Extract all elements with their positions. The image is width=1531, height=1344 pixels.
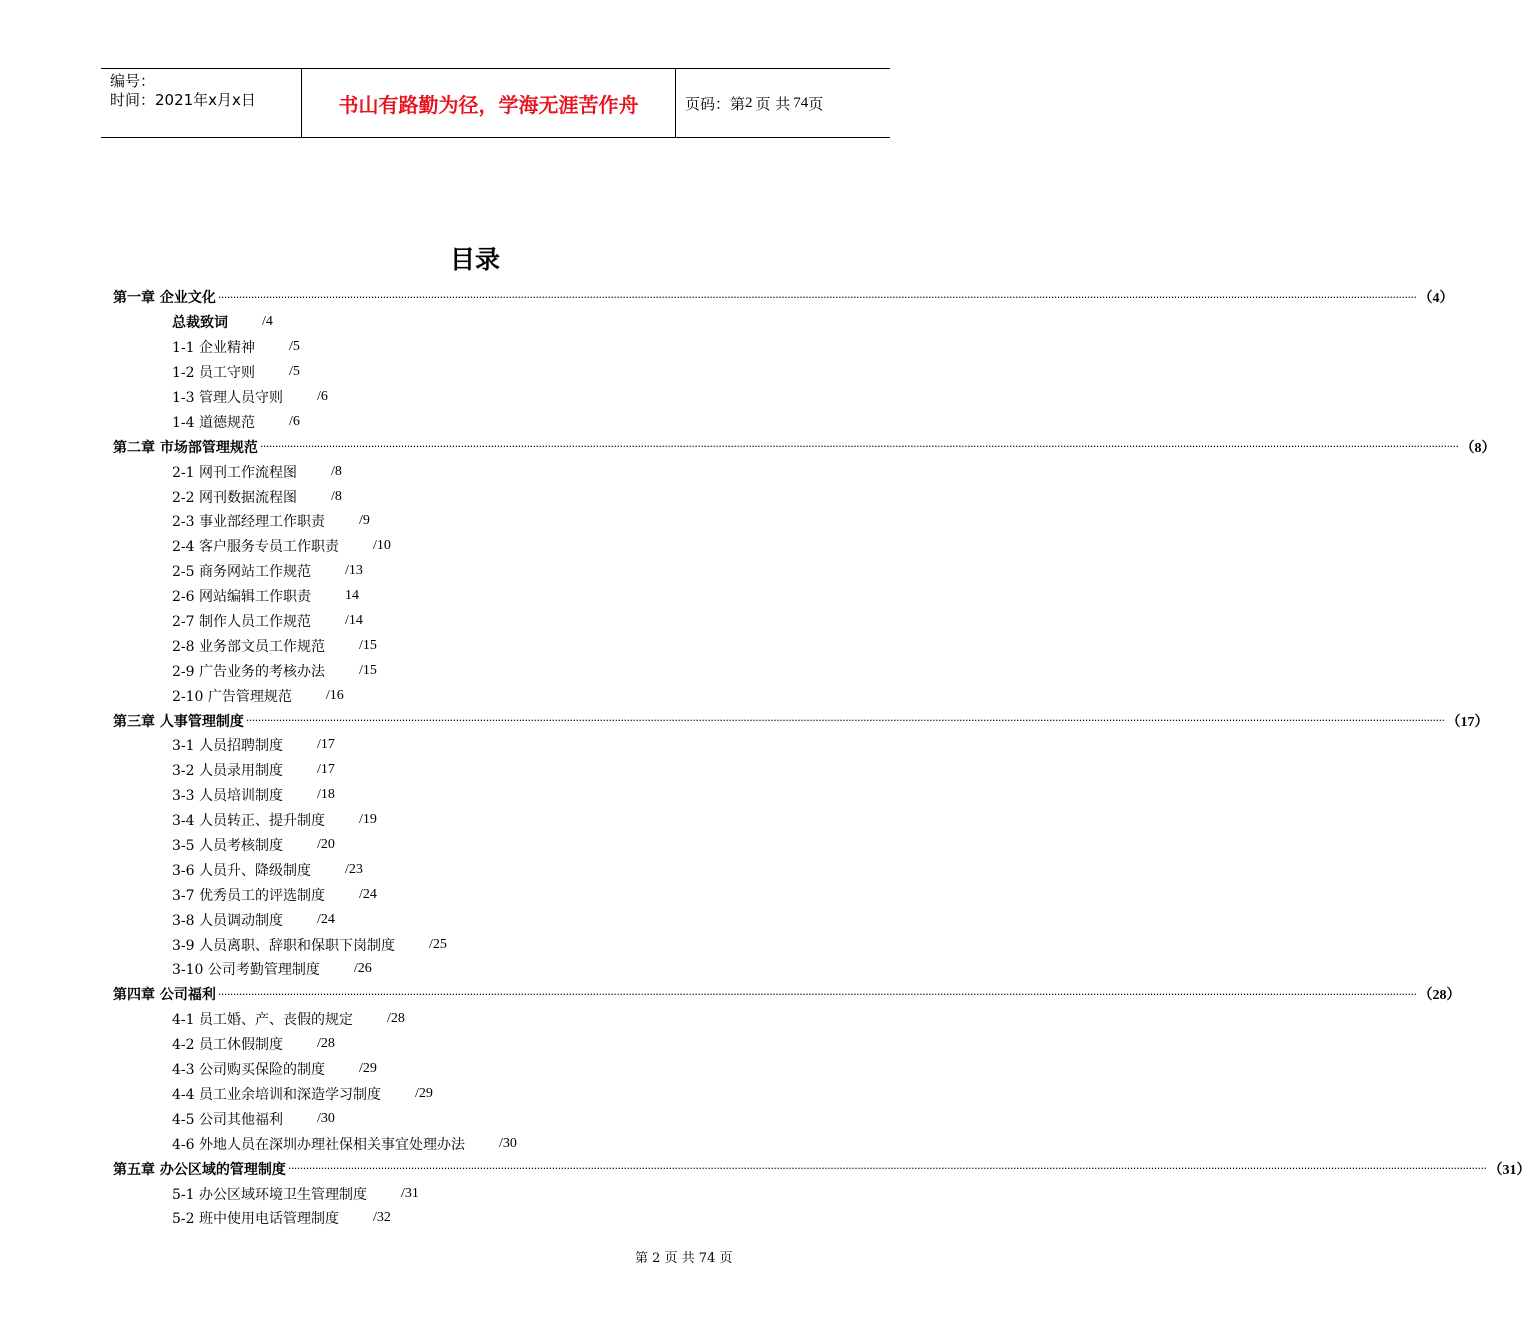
toc-entry-page: /25 xyxy=(429,936,447,952)
toc-entry-page: /20 xyxy=(317,837,335,853)
toc-dot-leader: ················································································································································································································································································································································································································ xyxy=(217,987,1417,1001)
toc-entry[interactable] xyxy=(113,335,863,360)
toc-chapter-page: （17） xyxy=(1446,714,1489,730)
toc-entry[interactable] xyxy=(113,733,863,758)
toc-entry[interactable] xyxy=(113,1181,863,1206)
toc-entry-page: /8 xyxy=(331,488,342,504)
toc-entry-page: /24 xyxy=(317,911,335,927)
toc-dot-leader: ················································································································································································································································································································································································································ xyxy=(259,440,1459,454)
toc-entry-label: 2-3 事业部经理工作职责 xyxy=(172,514,325,531)
toc-entry-label: 3-3 人员培训制度 xyxy=(172,788,283,805)
toc-entry-label: 1-2 员工守则 xyxy=(172,365,255,382)
time-label: 时间：2021年x月x日 xyxy=(110,91,256,109)
toc-chapter-label: 第二章 市场部管理规范 xyxy=(113,439,258,456)
header-motto: 书山有路勤为径，学海无涯苦作舟 xyxy=(302,69,676,137)
toc-entry-page: /8 xyxy=(331,463,342,479)
toc-entry-label: 5-2 班中使用电话管理制度 xyxy=(172,1211,339,1228)
toc-entry-page: /9 xyxy=(359,513,370,529)
page-header xyxy=(101,68,890,138)
toc-entry-page: /28 xyxy=(387,1011,405,1027)
page-current: 2 xyxy=(745,94,753,111)
page-prefix: 页码：第 xyxy=(685,94,746,113)
toc-chapter-page: （8） xyxy=(1460,440,1496,456)
toc-chapter-label: 第三章 人事管理制度 xyxy=(113,713,244,730)
toc-entry[interactable] xyxy=(113,758,863,783)
toc-entry-label: 3-5 人员考核制度 xyxy=(172,838,283,855)
toc-entry-label: 2-8 业务部文员工作规范 xyxy=(172,638,325,655)
toc-entry[interactable] xyxy=(113,907,863,932)
toc-entry[interactable] xyxy=(113,1106,863,1131)
toc-entry[interactable] xyxy=(113,683,863,708)
toc-entry[interactable] xyxy=(113,932,863,957)
page-total: 74 xyxy=(793,94,809,111)
toc-chapter-page: （4） xyxy=(1418,291,1454,307)
toc-chapter-page: （31） xyxy=(1488,1162,1531,1178)
toc-entry-page: /19 xyxy=(359,812,377,828)
toc-dot-leader: ················································································································································································································································································································································································································ xyxy=(217,290,1417,304)
toc-entry-label: 3-8 人员调动制度 xyxy=(172,912,283,929)
toc-chapter[interactable] xyxy=(113,285,1454,310)
toc-entry-label: 3-9 人员离职、辞职和保职下岗制度 xyxy=(172,937,395,954)
toc-entry-page: /24 xyxy=(359,886,377,902)
toc-entry-page: /5 xyxy=(289,364,300,380)
toc-entry-page: /17 xyxy=(317,762,335,778)
toc-chapter[interactable] xyxy=(113,434,1496,459)
toc-chapter-label: 第五章 办公区域的管理制度 xyxy=(113,1161,286,1178)
toc-entry-label: 3-6 人员升、降级制度 xyxy=(172,862,311,879)
toc-entry[interactable] xyxy=(113,409,863,434)
toc-entry-label: 5-1 办公区域环境卫生管理制度 xyxy=(172,1186,367,1203)
toc-entry-page: /15 xyxy=(359,662,377,678)
toc-entry-label: 1-4 道德规范 xyxy=(172,414,255,431)
toc-entry[interactable] xyxy=(113,1206,863,1231)
toc-entry[interactable] xyxy=(113,1057,863,1082)
toc-entry-page: /31 xyxy=(401,1185,419,1201)
toc-entry[interactable] xyxy=(113,484,863,509)
toc-entry-label: 1-1 企业精神 xyxy=(172,340,255,357)
toc-entry-label: 3-2 人员录用制度 xyxy=(172,763,283,780)
toc-chapter[interactable] xyxy=(113,1156,1531,1181)
toc-entry-label: 3-7 优秀员工的评选制度 xyxy=(172,887,325,904)
toc-entry-page: /5 xyxy=(289,339,300,355)
toc-entry-label: 4-5 公司其他福利 xyxy=(172,1111,283,1128)
toc-entry-page: /17 xyxy=(317,737,335,753)
table-of-contents xyxy=(113,285,1531,1231)
toc-entry-page: /13 xyxy=(345,563,363,579)
toc-chapter[interactable] xyxy=(113,708,1489,733)
toc-entry[interactable] xyxy=(113,808,863,833)
toc-entry-label: 4-2 员工休假制度 xyxy=(172,1037,283,1054)
toc-entry-page: /6 xyxy=(289,413,300,429)
toc-entry-label: 2-1 网刊工作流程图 xyxy=(172,464,297,481)
header-meta xyxy=(101,69,302,137)
page-suffix: 页 xyxy=(808,94,824,113)
toc-entry-page: /6 xyxy=(317,389,328,404)
toc-entry[interactable] xyxy=(113,459,863,484)
toc-entry-page: /4 xyxy=(262,314,273,330)
toc-entry[interactable] xyxy=(113,360,863,385)
number-label: 编号： xyxy=(110,72,156,90)
toc-entry-page: /10 xyxy=(373,538,391,554)
toc-entry-label: 3-4 人员转正、提升制度 xyxy=(172,813,325,830)
toc-chapter-label: 第一章 企业文化 xyxy=(113,290,216,307)
toc-entry-page: /29 xyxy=(359,1061,377,1077)
toc-entry-page: /23 xyxy=(345,861,363,877)
toc-entry-label: 2-4 客户服务专员工作职责 xyxy=(172,539,339,556)
toc-entry[interactable] xyxy=(113,857,863,882)
toc-entry[interactable] xyxy=(113,658,863,683)
toc-entry-label: 2-10 广告管理规范 xyxy=(172,688,292,705)
toc-entry-label: 3-10 公司考勤管理制度 xyxy=(172,962,320,979)
toc-entry[interactable] xyxy=(113,385,863,410)
toc-entry-label: 2-5 商务网站工作规范 xyxy=(172,564,311,581)
toc-entry[interactable] xyxy=(113,1032,863,1057)
toc-entry[interactable] xyxy=(113,584,863,609)
toc-entry[interactable] xyxy=(113,833,863,858)
toc-entry[interactable] xyxy=(113,957,863,982)
toc-entry[interactable] xyxy=(113,509,863,534)
toc-entry[interactable] xyxy=(113,882,863,907)
toc-entry-page: /26 xyxy=(353,961,372,977)
toc-entry[interactable] xyxy=(113,783,863,808)
toc-entry[interactable] xyxy=(113,310,863,335)
toc-entry-label: 4-1 员工婚、产、丧假的规定 xyxy=(172,1012,353,1029)
toc-entry-label: 2-2 网刊数据流程图 xyxy=(172,489,297,506)
toc-entry-page: /18 xyxy=(317,787,335,803)
toc-entry-page: /15 xyxy=(359,637,377,653)
toc-entry-label: 总裁致词 xyxy=(172,315,228,332)
toc-entry-page: /32 xyxy=(373,1210,391,1226)
toc-title: 目录 xyxy=(449,245,500,274)
toc-entry-label: 1-3 管理人员守则 xyxy=(172,390,283,406)
toc-entry[interactable] xyxy=(113,633,863,658)
page-mid: 页 共 xyxy=(755,94,791,113)
header-page-info xyxy=(676,69,890,137)
toc-entry[interactable] xyxy=(113,1082,863,1107)
toc-entry-page: /28 xyxy=(317,1036,335,1052)
toc-entry-page: /29 xyxy=(415,1085,433,1101)
toc-chapter[interactable] xyxy=(113,982,1461,1007)
toc-entry-label: 4-6 外地人员在深圳办理社保相关事宜处理办法 xyxy=(172,1136,465,1153)
toc-entry[interactable] xyxy=(113,534,863,559)
toc-entry-page: 14 xyxy=(345,588,359,604)
toc-chapter-label: 第四章 公司福利 xyxy=(113,987,216,1004)
toc-entry-label: 2-7 制作人员工作规范 xyxy=(172,614,311,631)
toc-entry-page: /30 xyxy=(317,1110,335,1126)
toc-entry[interactable] xyxy=(113,1007,863,1032)
toc-dot-leader: ················································································································································································································································································································································································································ xyxy=(245,714,1445,728)
toc-entry[interactable] xyxy=(113,609,863,634)
toc-entry[interactable] xyxy=(113,1131,863,1156)
toc-entry-label: 2-6 网站编辑工作职责 xyxy=(172,589,311,606)
toc-chapter-page: （28） xyxy=(1418,988,1461,1004)
toc-entry-page: /16 xyxy=(325,687,344,703)
toc-entry-label: 2-9 广告业务的考核办法 xyxy=(172,663,325,680)
toc-entry-label: 3-1 人员招聘制度 xyxy=(172,738,283,755)
toc-entry[interactable] xyxy=(113,559,863,584)
toc-dot-leader: ················································································································································································································································································································································································································ xyxy=(287,1162,1487,1176)
toc-entry-page: /14 xyxy=(345,613,363,629)
page-footer: 第 2 页 共 74 页 xyxy=(635,1251,733,1266)
toc-entry-label: 4-3 公司购买保险的制度 xyxy=(172,1062,325,1079)
toc-entry-page: /30 xyxy=(499,1135,517,1151)
toc-entry-label: 4-4 员工业余培训和深造学习制度 xyxy=(172,1086,381,1103)
